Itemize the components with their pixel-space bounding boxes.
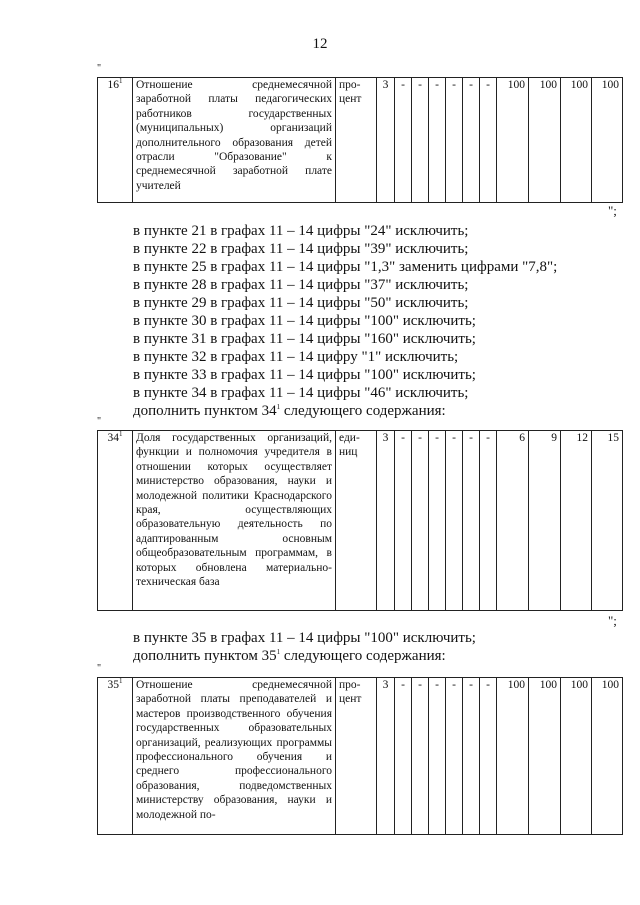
table-cell: - xyxy=(446,78,463,203)
table-cell: - xyxy=(463,78,480,203)
table-row-35-1 xyxy=(97,677,623,835)
amendment-line: в пункте 35 в графах 11 – 14 цифры "100" исключить; xyxy=(133,630,476,646)
table-cell: 15 xyxy=(592,431,623,611)
table-cell: - xyxy=(446,678,463,835)
table-cell: - xyxy=(480,678,497,835)
table-cell: - xyxy=(463,431,480,611)
row-number: $34^1$ xyxy=(98,431,133,611)
table-cell: 3 xyxy=(377,678,395,835)
table-cell: 6 xyxy=(497,431,529,611)
table-cell: - xyxy=(429,678,446,835)
table-cell: - xyxy=(429,431,446,611)
close-quote-1: "; xyxy=(608,203,617,218)
table-cell: 100 xyxy=(497,678,529,835)
open-quote-1: " xyxy=(97,63,102,74)
amendment-line: в пункте 29 в графах 11 – 14 цифры "50" исключить; xyxy=(133,295,469,311)
amendment-line: в пункте 32 в графах 11 – 14 цифру "1" исключить; xyxy=(133,349,459,365)
amendment-line: в пункте 28 в графах 11 – 14 цифры "37" исключить; xyxy=(133,277,469,293)
row-unit: еди-ниц xyxy=(336,431,377,611)
table-cell: - xyxy=(395,78,412,203)
table-cell: - xyxy=(395,678,412,835)
table-cell: 100 xyxy=(592,678,623,835)
table-cell: 100 xyxy=(497,78,529,203)
table-cell: - xyxy=(480,431,497,611)
table-cell: 100 xyxy=(592,78,623,203)
table-cell: - xyxy=(480,78,497,203)
table-cell: 100 xyxy=(529,678,561,835)
table-cell: - xyxy=(429,78,446,203)
row-unit: про-цент xyxy=(336,678,377,835)
table-row-34-1 xyxy=(97,430,623,611)
amendment-line: в пункте 31 в графах 11 – 14 цифры "160" исключить; xyxy=(133,331,476,347)
table-cell: 100 xyxy=(529,78,561,203)
table-cell: 100 xyxy=(561,678,592,835)
row-description: Отношение среднемесячной заработной платы педагогических работников государственных (муниципальных) организаций дополнительного образования детей отрасли "Образование" к среднемесячной заработной плате учителей xyxy=(133,78,336,203)
amendment-line: в пункте 33 в графах 11 – 14 цифры "100" исключить; xyxy=(133,367,476,383)
open-quote-2: " xyxy=(97,416,102,427)
amendment-add-line: дополнить пунктом $35^1$ следующего содержания: xyxy=(133,648,446,664)
amendment-line: в пункте 34 в графах 11 – 14 цифры "46" исключить; xyxy=(133,385,469,401)
amendment-line: в пункте 22 в графах 11 – 14 цифры "39" исключить; xyxy=(133,241,469,257)
table-cell: - xyxy=(412,431,429,611)
row-unit: про-цент xyxy=(336,78,377,203)
table-cell: - xyxy=(412,678,429,835)
table-cell: 100 xyxy=(561,78,592,203)
page-number: 12 xyxy=(312,36,328,52)
table-cell: 9 xyxy=(529,431,561,611)
table-row-16-1 xyxy=(97,77,623,203)
amendment-add-line: дополнить пунктом $34^1$ следующего содержания: xyxy=(133,403,446,419)
open-quote-3: " xyxy=(97,663,102,674)
row-number: $16^1$ xyxy=(98,78,133,203)
table-cell: 3 xyxy=(377,431,395,611)
row-description: Доля государственных организаций, функции и полномочия учредителя в отношении которых осуществляет министерство образования, науки и молодежной политики Краснодарского края, осуществляющих образовательную деятельность по адаптированным основным общеобразовательным программам, в которых обновлена материально-техническая база xyxy=(133,431,336,611)
table-cell: - xyxy=(463,678,480,835)
table-cell: - xyxy=(446,431,463,611)
table-cell: 12 xyxy=(561,431,592,611)
row-number: $35^1$ xyxy=(98,678,133,835)
amendment-line: в пункте 25 в графах 11 – 14 цифры "1,3" заменить цифрами "7,8"; xyxy=(133,259,558,275)
table-cell: 3 xyxy=(377,78,395,203)
amendment-line: в пункте 21 в графах 11 – 14 цифры "24" исключить; xyxy=(133,223,469,239)
close-quote-2: "; xyxy=(608,613,617,628)
amendment-line: в пункте 30 в графах 11 – 14 цифры "100" исключить; xyxy=(133,313,476,329)
table-cell: - xyxy=(412,78,429,203)
table-cell: - xyxy=(395,431,412,611)
row-description: Отношение среднемесячной заработной платы преподавателей и мастеров производственного обучения государственных образовательных организаций, реализующих программы профессионального обучения и среднего профессионального образования, подведомственных министерству образования, науки и молодежной по- xyxy=(133,678,336,835)
